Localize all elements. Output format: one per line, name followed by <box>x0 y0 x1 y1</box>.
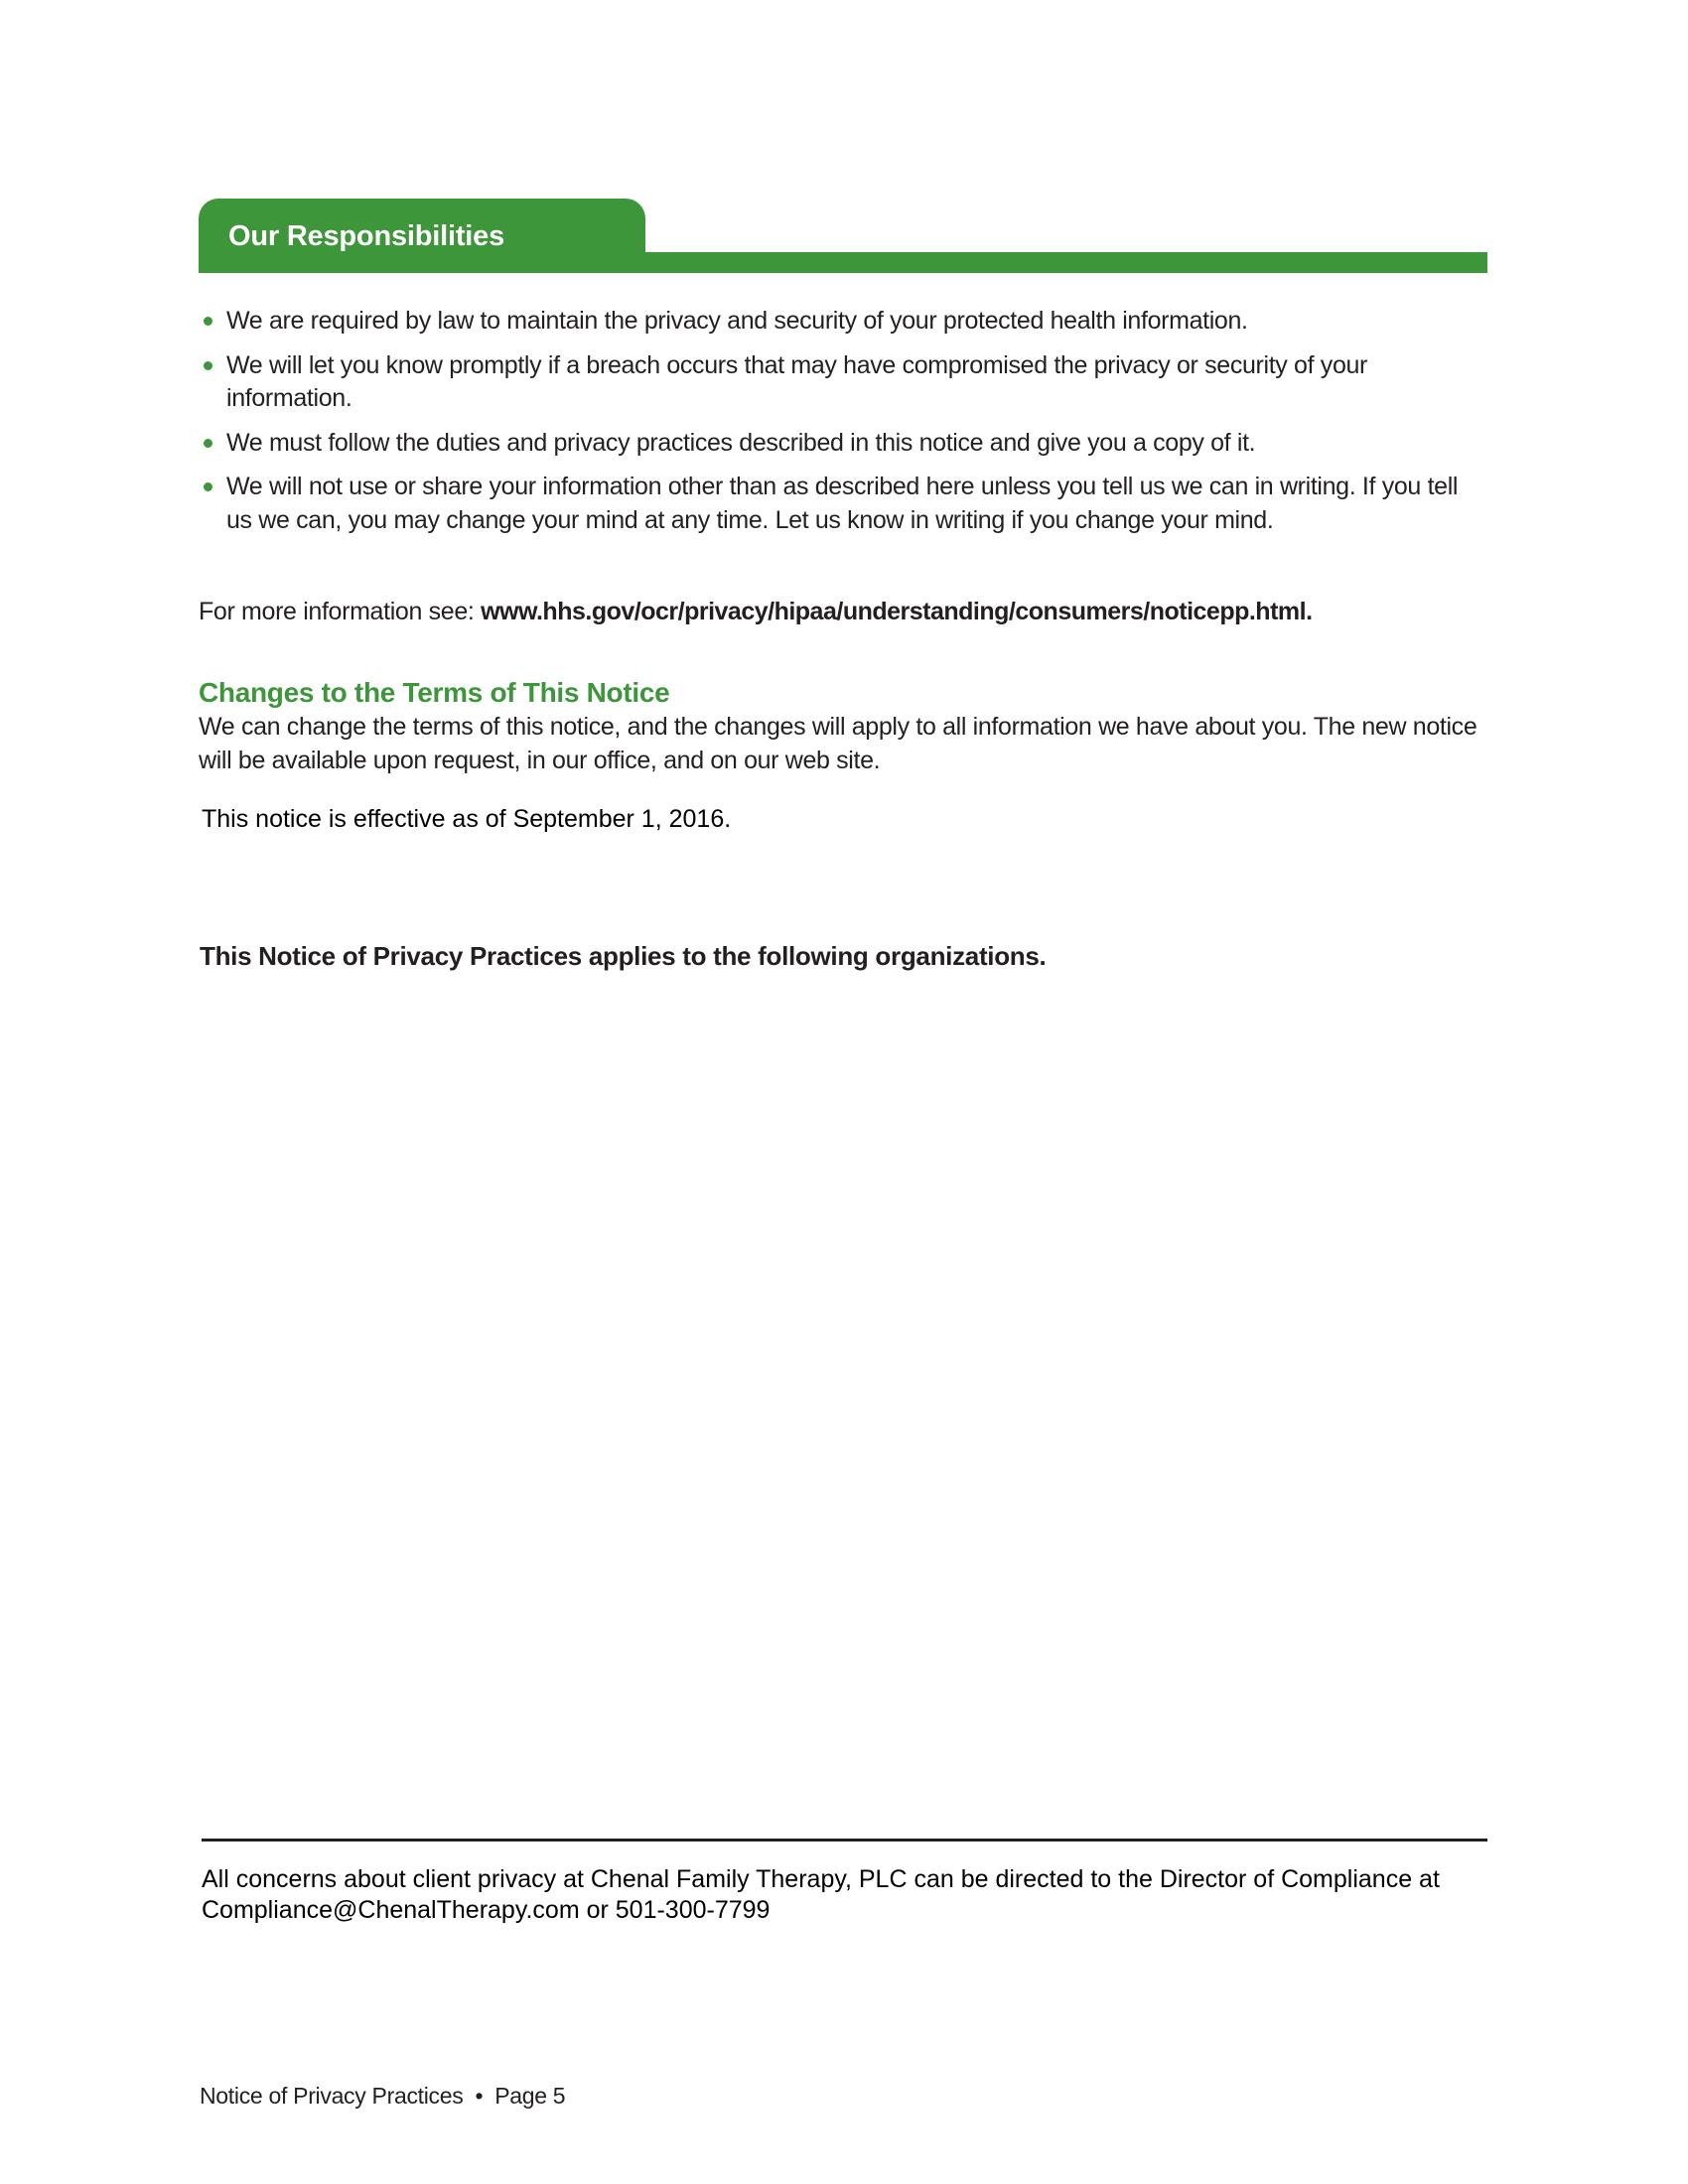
more-info-label: For more information see: <box>199 598 482 625</box>
bullet-icon <box>204 482 212 491</box>
bullet-icon <box>204 439 212 448</box>
divider-rule <box>202 1839 1487 1842</box>
changes-body: We can change the terms of this notice, and the changes will apply to all information we have about you. The new notice will be available upon request, in our office, and on our web site. <box>199 713 1477 774</box>
footer-page-number: Page 5 <box>494 2083 566 2109</box>
section-header-bar <box>199 252 1487 273</box>
footer-doc-title: Notice of Privacy Practices <box>200 2083 464 2109</box>
bullet-icon <box>204 317 212 326</box>
list-item <box>199 427 1489 461</box>
effective-date: This notice is effective as of September 1, 2016. <box>202 805 732 833</box>
list-item <box>199 305 1489 339</box>
changes-heading: Changes to the Terms of This Notice <box>199 677 670 708</box>
list-item <box>199 349 1489 416</box>
bullet-icon <box>204 361 212 370</box>
section-title: Our Responsibilities <box>228 220 504 252</box>
responsibility-text: We will let you know promptly if a breach occurs that may have compromised the privacy or security of your information. <box>226 350 1368 412</box>
list-item <box>199 471 1489 537</box>
responsibilities-list <box>199 305 1489 548</box>
responsibility-text: We must follow the duties and privacy practices described in this notice and give you a copy of it. <box>226 428 1256 457</box>
responsibility-text: We are required by law to maintain the privacy and security of your protected health information. <box>226 307 1248 335</box>
page-footer <box>200 2085 565 2108</box>
footer-separator-icon: • <box>475 2083 484 2109</box>
responsibility-text: We will not use or share your information other than as described here unless you tell us we can in writing. If you tell us we can, you may change your mind at any time. Let us know in writing if you change your mind. <box>226 473 1459 534</box>
hhs-link[interactable]: www.hhs.gov/ocr/privacy/hipaa/understanding/consumers/noticepp.html. <box>481 598 1313 625</box>
privacy-concerns-contact: All concerns about client privacy at Chenal Family Therapy, PLC can be directed to the Director of Compliance at Compliance@ChenalTherapy.com or 501-300-7799 <box>202 1865 1440 1924</box>
applies-to-heading: This Notice of Privacy Practices applies to the following organizations. <box>200 941 1047 971</box>
more-info-line <box>199 596 1313 629</box>
